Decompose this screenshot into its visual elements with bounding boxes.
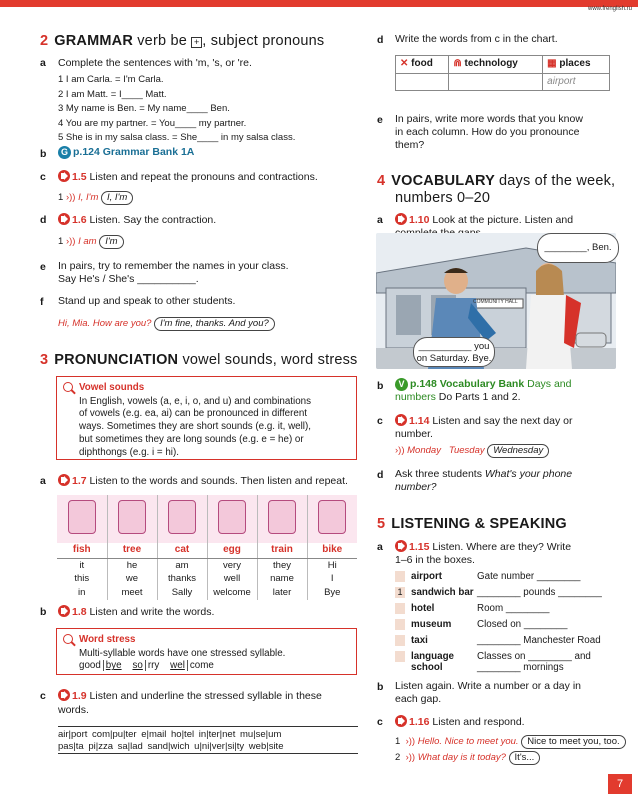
places-column-header [543,56,610,74]
table-cell: Sally [157,586,207,600]
example-response: I'm fine, thanks. And you? [154,317,275,331]
table-cell: they [257,558,307,572]
place-name: airport [411,571,443,582]
example-prompt: Hello. Nice to meet you. [417,736,519,747]
item-letter: a [40,475,46,487]
item-letter: c [40,690,46,702]
sound-word: cat [157,543,207,558]
chart-row [396,73,610,91]
item-letter: d [377,469,384,481]
item-letter: b [377,681,384,693]
example-number: 1 [58,236,64,247]
cat-picture-icon [168,500,196,534]
box-line: but sometimes they are long sounds (e.g. e = he) or [79,433,304,445]
list-item [395,587,620,603]
example-number: 2 [395,752,401,763]
sound-table [57,495,357,600]
item-letter: e [40,261,46,273]
chart-cell[interactable] [396,73,449,91]
sound-picture-cell [257,495,307,543]
sound-picture-cell [157,495,207,543]
box-title: Word stress [79,634,136,645]
section-number: 4 [377,173,386,189]
instruction: Listen and write the words. [89,606,215,618]
vocab-bank-ref: p.148 Vocabulary Bank [410,378,525,390]
answer-box[interactable] [395,619,405,630]
sentence-item: 1 I am Carla. = I'm Carla. [58,74,164,85]
stress-word-row: pas|ta pi|zza sa|lad sand|wich u|ni|ver|si|ty web|site [58,741,284,752]
audio-ref: 1.9 [72,690,87,702]
instruction-row [395,414,572,441]
bubble-line: on Saturday. Bye. [416,353,492,364]
example-prompt: Tuesday [448,445,485,456]
instruction-line: Listen again. Write a number or a day in [395,680,581,692]
grammar-subtitle: verb be + , subject pronouns [137,33,325,49]
sound-picture-cell [107,495,157,543]
stressed-syllable: bye [105,660,122,672]
item-letter: f [40,296,44,308]
place-name: sandwich bar [411,587,474,598]
instruction: Stand up and speak to other students. [58,295,236,307]
example-prompt: Monday [407,445,441,456]
answer-box[interactable] [395,603,405,614]
list-item [395,571,620,587]
listen-icon: ›)) [395,445,405,456]
chart-cell[interactable]: airport [543,73,610,91]
instruction-part: number? [395,481,437,493]
divider [58,726,358,727]
list-item [395,603,620,619]
box-line: diphthongs (e.g. i = hi). [79,446,179,458]
example-prompt: I am [78,236,97,247]
audio-icon[interactable] [58,689,70,701]
speech-bubble-2 [413,337,495,367]
syllable: good [79,660,101,672]
audio-icon[interactable] [395,715,407,727]
vowel-sounds-box [56,376,357,460]
audio-icon[interactable] [58,213,70,225]
item-letter: c [40,171,46,183]
audio-ref: 1.6 [72,214,87,226]
instruction: Write the words from c in the chart. [395,33,558,45]
grammar-heading [40,32,324,50]
header-label: places [559,58,591,69]
listen-icon: ›)) [65,236,76,247]
answer-box[interactable] [395,571,405,582]
table-cell: this [74,573,90,585]
table-row [57,572,357,586]
syllable: rry [147,660,160,672]
table-cell: Hi [307,558,357,572]
box-line: Multi-syllable words have one stressed syllable. [79,647,286,659]
instruction-row [58,474,348,488]
example-row [58,191,133,205]
table-row [57,586,357,600]
instruction: Complete the sentences with 'm, 's, or 're. [58,57,252,69]
audio-ref: 1.7 [72,475,87,487]
listen-icon: ›)) [405,752,416,763]
building-icon: ▦ [547,58,557,69]
grammar-bank-link[interactable] [58,146,194,159]
instruction: Listen and respond. [432,716,525,728]
item-letter: b [377,380,384,392]
instruction [395,468,572,494]
grammar-bank-icon: G [58,146,71,159]
place-detail: ________ Manchester Road [477,635,601,646]
instruction-row [58,605,214,619]
instruction-part: Ask three students [395,468,482,480]
stress-word-row: air|port com|pu|ter e|mail ho|tel in|ter|net mu|se|um [58,729,282,740]
instruction-row [395,715,525,729]
table-cell: Bye [307,586,357,600]
sound-picture-cell [307,495,357,543]
header-label: technology [464,58,518,69]
vocab-bank-ref: numbers [395,391,436,403]
word-stress-box [56,628,357,675]
instruction-line: number. [395,428,433,440]
sound-word: tree [107,543,157,558]
hall-sign: COMMUNITY HALL [473,299,518,305]
item-letter: a [377,214,383,226]
audio-icon[interactable] [58,474,70,486]
sound-picture-cell [207,495,257,543]
table-cell: thanks [157,572,207,586]
section-title: PRONUNCIATION [54,352,179,368]
stress-examples [79,660,348,673]
place-detail: Classes on ________ and ________ mornings [477,651,591,673]
place-name: language school [411,651,455,673]
plus-icon: + [191,37,202,48]
item-letter: c [377,415,383,427]
instruction: Listen. Say the contraction. [89,214,217,226]
audio-icon[interactable] [395,213,407,225]
example-prompt: What day is it today? [417,752,506,763]
vocab-bank-icon: V [395,378,408,391]
vocab-bank-ref: Days and [527,378,572,390]
place-detail: Gate number ________ [477,571,581,582]
example-row [58,317,275,331]
audio-ref: 1.15 [409,541,430,553]
listen-icon: ›)) [65,192,76,203]
stressed-syllable: wel [170,660,185,672]
site-url: www.frenglish.ru [587,6,632,12]
sentence-item: 3 My name is Ben. = My name____ Ben. [58,103,230,114]
instruction-line: Say He's / She's __________. [58,273,199,285]
section-subtitle: vowel sounds, word stress [182,352,358,368]
example-response: Nice to meet you, too. [521,735,625,749]
instruction: Listen and repeat the pronouns and contractions. [89,171,318,183]
section-title: LISTENING & SPEAKING [391,516,567,532]
instruction-row [58,213,216,227]
section-number: 3 [40,352,49,368]
example-prompt: Hi, Mia. How are you? [58,318,152,329]
instruction [58,260,289,286]
place-detail: Closed on ________ [477,619,568,630]
sound-picture-cell [57,495,107,543]
example-response: I'm [99,235,123,249]
audio-icon[interactable] [58,605,70,617]
train-picture-icon [268,500,296,534]
magnifier-icon [63,382,73,392]
item-letter: b [40,606,47,618]
sentence-item: 5 She is in my salsa class. = She____ in my salsa class. [58,132,296,143]
table-cell: meet [107,586,157,600]
instruction-part: What's your phone [484,468,573,480]
wifi-icon: ⋒ [453,58,462,69]
section-number: 2 [40,33,49,49]
instruction [395,680,581,706]
example-number: 1 [58,192,64,203]
food-column-header [396,56,449,74]
item-letter: a [40,57,46,69]
instruction-line: Listen and say the next day or [432,415,573,427]
sound-picture-row [57,495,357,543]
example-number: 1 [395,736,401,747]
instruction-line: In pairs, try to remember the names in your class. [58,260,289,272]
section-title: VOCABULARY [391,173,495,189]
box-title: Vowel sounds [79,382,145,393]
place-detail: ________ pounds ________ [477,587,602,598]
listening-heading [377,515,567,533]
table-row [57,558,357,572]
table-cell: in [78,587,86,599]
egg-picture-icon [218,500,246,534]
bubble-line: __________ you [418,341,490,352]
pronunciation-heading [40,351,358,369]
list-item [395,619,620,635]
top-red-bar [0,0,638,7]
places-list [395,571,620,677]
instruction-line: them? [395,139,425,151]
grammar-bank-ref: p.124 Grammar Bank 1A [73,146,195,158]
example-row [58,235,124,249]
example-response: It's... [509,751,541,765]
divider [58,753,358,754]
audio-ref: 1.10 [409,214,430,226]
instruction-row [395,540,571,567]
technology-column-header [449,56,543,74]
answer-box[interactable]: 1 [395,587,405,598]
sentence-item: 2 I am Matt. = I____ Matt. [58,88,167,100]
magnifier-icon [63,634,73,644]
audio-icon[interactable] [395,540,407,552]
table-cell: we [107,572,157,586]
answer-box[interactable] [395,651,405,662]
place-name: hotel [411,603,435,614]
sound-header-row [57,543,357,558]
table-cell: welcome [207,586,257,600]
vocabulary-heading [377,173,615,207]
item-letter: c [377,716,383,728]
item-letter: e [377,114,383,126]
table-cell: I [307,572,357,586]
syllable: come [189,660,214,672]
item-letter: b [40,148,47,160]
box-line: of vowels (e.g. ea, ai) can be pronounced in different [79,408,308,420]
box-line: ways. Sometimes they are short sounds (e.g. it, well), [79,421,311,433]
section-number: 5 [377,516,386,532]
tree-picture-icon [118,500,146,534]
audio-ref: 1.8 [72,606,87,618]
sound-word: fish [57,543,107,558]
listen-icon: ›)) [405,736,416,747]
table-cell: it [79,559,85,571]
place-name: taxi [411,635,428,646]
place-name: museum [411,619,452,630]
instruction-line: Listen and underline the stressed syllable in these [89,690,322,702]
instruction [395,113,583,152]
table-cell: name [257,572,307,586]
table-cell: he [107,558,157,572]
place-detail: Room ________ [477,603,550,614]
fork-knife-icon: ✕ [400,58,409,69]
instruction: Do Parts 1 and 2. [438,391,521,403]
speech-bubble-1: ________, Ben. [537,233,619,263]
instruction-line: words. [58,704,89,716]
sound-word: train [257,543,307,558]
section-title: GRAMMAR [54,33,133,49]
audio-ref: 1.5 [72,171,87,183]
instruction-line: Look at the picture. Listen and [432,214,574,226]
example-response: Wednesday [487,444,549,458]
example-response: I, I'm [101,191,133,205]
bike-picture-icon [318,500,346,534]
header-label: food [411,58,433,69]
item-letter: a [377,541,383,553]
sound-word: egg [207,543,257,558]
stressed-syllable: so [132,660,143,672]
section-subtitle: days of the week, [499,173,616,189]
instruction-line: each gap. [395,693,442,705]
sentence-list [58,73,295,146]
instruction-line: 1–6 in the boxes. [395,554,475,566]
sound-word: bike [307,543,357,558]
sentence-item: 4 You are my partner. = You____ my partner. [58,117,247,129]
table-cell: well [207,572,257,586]
answer-box[interactable] [395,635,405,646]
audio-icon[interactable] [58,170,70,182]
example-prompt: I, I'm [78,192,99,203]
response-row [395,751,540,765]
instruction-row [58,170,318,184]
table-cell: am [157,558,207,572]
instruction-line: in each column. How do you pronounce [395,126,580,138]
response-row [395,735,626,749]
instruction: Listen to the words and sounds. Then listen and repeat. [89,475,348,487]
audio-ref: 1.14 [409,415,430,427]
table-cell: later [257,586,307,600]
section-subtitle: numbers 0–20 [395,190,491,206]
example-row [395,444,549,458]
list-item [395,651,620,677]
instruction-line: In pairs, write more words that you know [395,113,583,125]
word-chart [395,55,610,91]
instruction-row [58,689,322,717]
audio-ref: 1.16 [409,716,430,728]
audio-icon[interactable] [395,414,407,426]
list-item [395,635,620,651]
page-number: 7 [608,774,632,794]
item-letter: d [40,214,47,226]
chart-cell[interactable] [449,73,543,91]
item-letter: d [377,34,384,46]
chart-header-row [396,56,610,74]
fish-picture-icon [68,500,96,534]
vocab-bank-link[interactable] [395,378,571,404]
table-cell: very [207,558,257,572]
instruction-line: Listen. Where are they? Write [432,541,572,553]
box-line: In English, vowels (a, e, i, o, and u) and combinations [79,395,311,407]
